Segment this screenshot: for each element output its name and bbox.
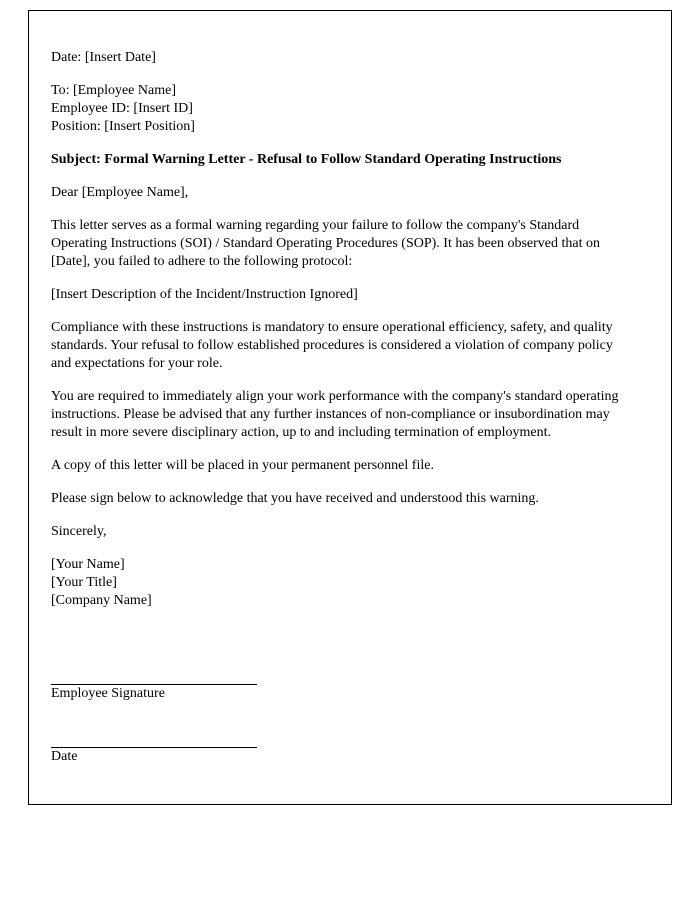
recipient-employee-id: Employee ID: [Insert ID] [51, 101, 193, 116]
signature-section [51, 672, 629, 766]
warning-letter-page [28, 10, 672, 805]
employee-signature-line [51, 672, 257, 685]
employee-signature-group [51, 672, 629, 703]
date-signature-group [51, 735, 629, 766]
salutation: Dear [Employee Name], [51, 185, 189, 200]
date-signature-line [51, 735, 257, 748]
recipient-block [51, 82, 629, 136]
sender-block [51, 556, 629, 610]
paragraph-incident-placeholder: [Insert Description of the Incident/Instruction Ignored] [51, 287, 358, 302]
paragraph-intro: This letter serves as a formal warning regarding your failure to follow the company's Standard Operating Instructions (SOI) / Standard Operating Procedures (SOP). It has been observed that on [Date], you failed to adhere to the following protocol: [51, 218, 600, 269]
paragraph-requirement: You are required to immediately align your work performance with the company's standard operating instructions. Please be advised that any further instances of non-compliance or insubordination may result in more severe disciplinary action, up to and including termination of employment. [51, 389, 619, 440]
paragraph-compliance: Compliance with these instructions is mandatory to ensure operational efficiency, safety, and quality standards. Your refusal to follow established procedures is considered a violation of company policy and expectations for your role. [51, 320, 613, 371]
date-line: Date: [Insert Date] [51, 50, 156, 65]
closing: Sincerely, [51, 524, 107, 539]
employee-signature-label: Employee Signature [51, 686, 165, 701]
sender-company: [Company Name] [51, 593, 152, 608]
subject-line: Subject: Formal Warning Letter - Refusal to Follow Standard Operating Instructions [51, 152, 562, 167]
sender-title: [Your Title] [51, 575, 117, 590]
sender-name: [Your Name] [51, 557, 125, 572]
paragraph-sign-request: Please sign below to acknowledge that you have received and understood this warning. [51, 491, 539, 506]
date-signature-label: Date [51, 749, 78, 764]
recipient-to: To: [Employee Name] [51, 83, 176, 98]
paragraph-personnel-file: A copy of this letter will be placed in your permanent personnel file. [51, 458, 434, 473]
recipient-position: Position: [Insert Position] [51, 119, 195, 134]
